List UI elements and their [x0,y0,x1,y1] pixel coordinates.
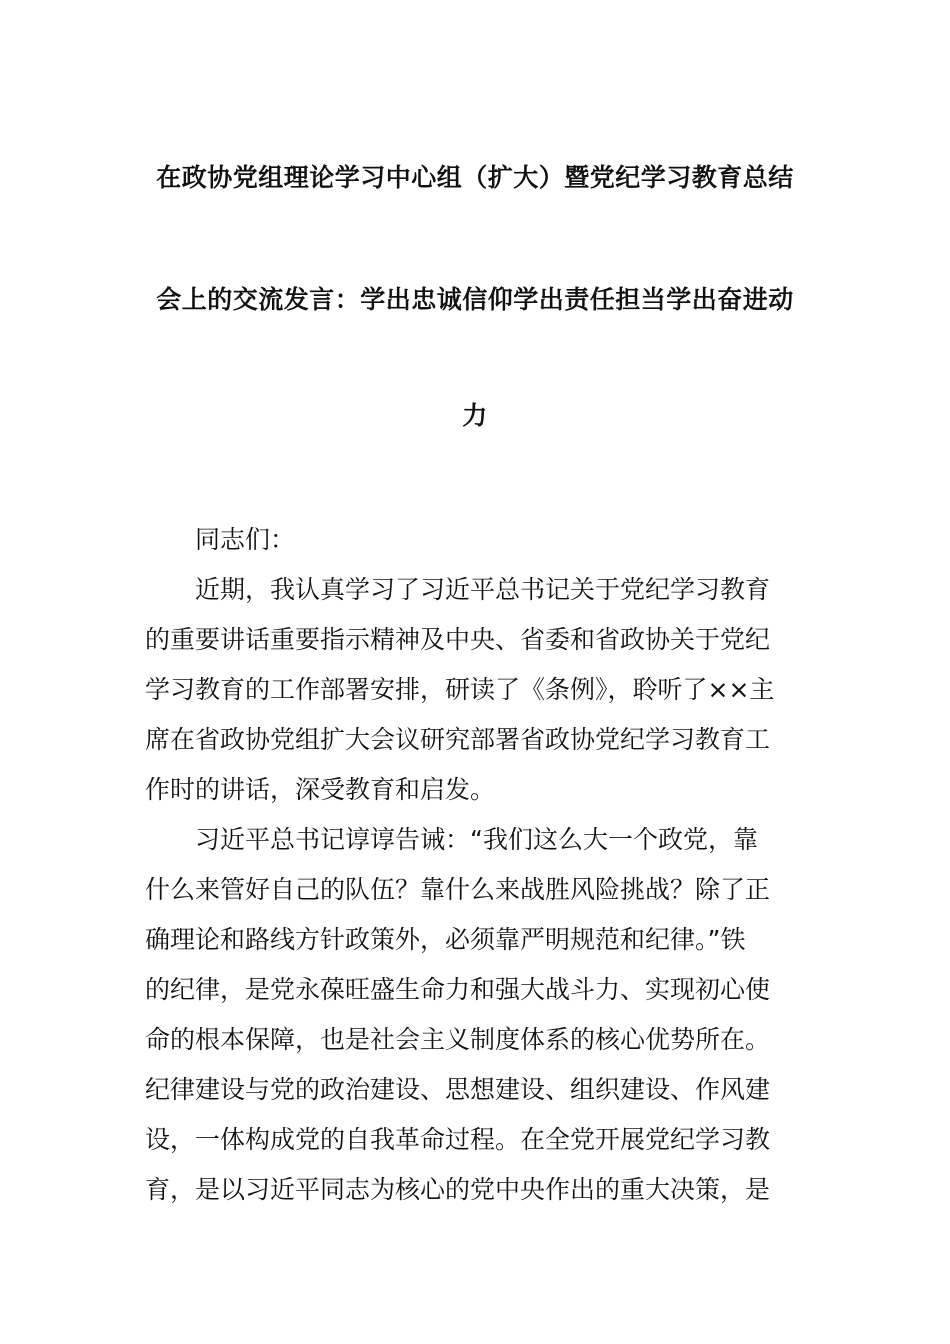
paragraph-1-line: 的重要讲话重要指示精神及中央、省委和省政协关于党纪 [145,625,771,654]
paragraph-2-line: 确理论和路线方针政策外，必须靠严明规范和纪律。”铁 [145,925,746,954]
paragraph-2-line: 纪律建设与党的政治建设、思想建设、组织建设、作风建 [145,1075,771,1104]
paragraph-2-line: 育，是以习近平同志为核心的党中央作出的重大决策，是 [145,1175,771,1204]
paragraph-2-line: 设，一体构成党的自我革命过程。在全党开展党纪学习教 [145,1125,771,1154]
document-title-line-2: 会上的交流发言：学出忠诚信仰学出责任担当学出奋进动 [156,285,794,314]
document-title-line-3: 力 [462,401,488,430]
paragraph-2-line: 习近平总书记谆谆告诫：“我们这么大一个政党，靠 [195,825,758,854]
document-title-line-1: 在政协党组理论学习中心组（扩大）暨党纪学习教育总结 [156,163,794,192]
paragraph-1-line: 学习教育的工作部署安排，研读了《条例》，聆听了××主 [145,675,775,704]
salutation: 同志们： [195,525,296,554]
paragraph-2-line: 什么来管好自己的队伍？靠什么来战胜风险挑战？除了正 [145,875,771,904]
paragraph-2-line: 命的根本保障，也是社会主义制度体系的核心优势所在。 [145,1025,771,1054]
paragraph-1-line: 作时的讲话，深受教育和启发。 [145,775,496,804]
paragraph-1-line: 席在省政协党组扩大会议研究部署省政协党纪学习教育工 [145,725,771,754]
paragraph-1-line: 近期，我认真学习了习近平总书记关于党纪学习教育 [195,575,771,604]
paragraph-2-line: 的纪律，是党永葆旺盛生命力和强大战斗力、实现初心使 [145,975,771,1004]
